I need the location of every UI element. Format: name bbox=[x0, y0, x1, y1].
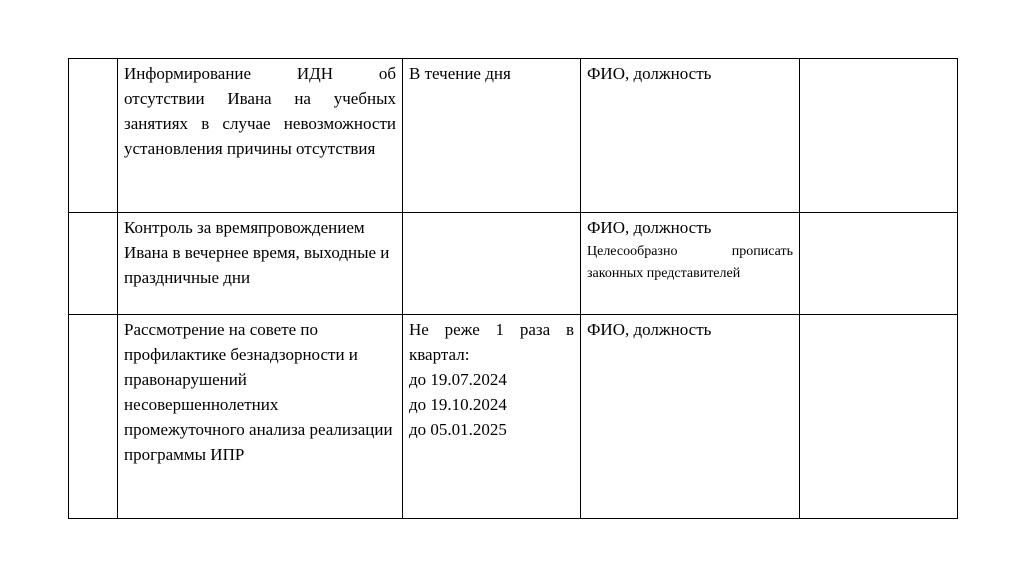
note-cell bbox=[800, 59, 958, 213]
activity-cell: Контроль за времяпровождением Ивана в вечернее время, выходные и праздничные дни bbox=[118, 213, 403, 315]
number-cell bbox=[69, 213, 118, 315]
number-cell bbox=[69, 59, 118, 213]
note-cell bbox=[800, 315, 958, 519]
table-row bbox=[69, 59, 958, 213]
table-row bbox=[69, 213, 958, 315]
note-cell bbox=[800, 213, 958, 315]
reviewer-note: Целесообразно прописать законных представителей bbox=[587, 244, 793, 281]
responsible-text: ФИО, должность bbox=[587, 64, 712, 83]
deadline-cell: В течение дня bbox=[403, 59, 581, 213]
responsible-text: ФИО, должность bbox=[587, 218, 712, 237]
activity-cell: Рассмотрение на совете по профилактике безнадзорности и правонарушений несовершеннолетних промежуточного анализа реализации программы ИПР bbox=[118, 315, 403, 519]
responsible-cell bbox=[581, 213, 800, 315]
deadline-line: Не реже 1 раза в квартал: bbox=[409, 320, 574, 364]
number-cell bbox=[69, 315, 118, 519]
deadline-line: до 19.07.2024 bbox=[409, 370, 507, 389]
activity-cell: Информирование ИДН об отсутствии Ивана на учебных занятиях в случае невозможности установления причины отсутствия bbox=[118, 59, 403, 213]
responsible-cell bbox=[581, 59, 800, 213]
deadline-line: до 05.01.2025 bbox=[409, 420, 507, 439]
deadline-cell bbox=[403, 315, 581, 519]
deadline-cell bbox=[403, 213, 581, 315]
plan-table bbox=[68, 58, 958, 519]
responsible-cell bbox=[581, 315, 800, 519]
table-row bbox=[69, 315, 958, 519]
deadline-line: до 19.10.2024 bbox=[409, 395, 507, 414]
responsible-text: ФИО, должность bbox=[587, 320, 712, 339]
